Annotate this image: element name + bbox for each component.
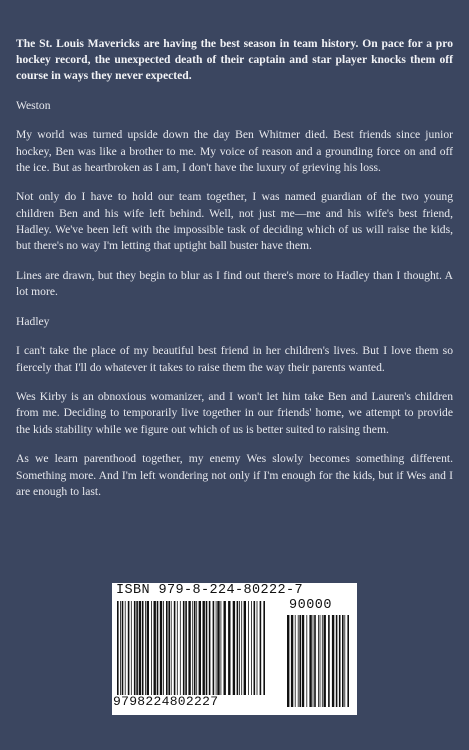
- barcode-bar: [163, 601, 164, 695]
- barcode-bar: [142, 601, 144, 695]
- barcode-bar: [151, 601, 152, 695]
- barcode-bar: [188, 601, 190, 695]
- barcode-bar: [185, 601, 187, 695]
- barcode-bar: [154, 601, 156, 695]
- barcode-bar: [224, 601, 226, 695]
- barcode-bar: [128, 601, 130, 695]
- blurb-paragraph: Wes Kirby is an obnoxious womanizer, and I won't let him take Ben and Lauren's children from me. Deciding to temporarily live together in our friends' home, we attempt to provide the kids stability while we figure out which of us is better suited to raising them.: [16, 390, 453, 436]
- barcode-bar: [216, 601, 217, 695]
- barcode-bar: [251, 601, 252, 695]
- barcode-bar: [166, 601, 168, 695]
- barcode-bar: [174, 601, 176, 695]
- barcode-bar: [171, 601, 172, 695]
- addon-barcode-bars: [286, 615, 349, 707]
- barcode-bar: [117, 601, 119, 695]
- barcode-bar: [237, 601, 239, 695]
- barcode-bar: [177, 601, 178, 695]
- barcode-bar: [157, 601, 159, 695]
- barcode-bar: [168, 601, 170, 695]
- barcode-bar: [248, 601, 249, 695]
- barcode-bar: [314, 615, 316, 707]
- barcode-bar: [320, 615, 321, 707]
- barcode-bar: [192, 601, 193, 695]
- barcode-bar: [206, 601, 208, 695]
- barcode-bar: [233, 601, 235, 695]
- barcode-bar: [122, 601, 124, 695]
- barcode-bar: [342, 615, 344, 707]
- barcode-bar: [254, 601, 256, 695]
- barcode-bar: [322, 615, 323, 707]
- barcode-bar: [287, 615, 289, 707]
- barcode-bar: [183, 601, 185, 695]
- barcode-bar: [299, 615, 301, 707]
- barcode-bar: [257, 601, 258, 695]
- barcode-bar: [318, 615, 319, 707]
- barcode-bar: [263, 601, 265, 695]
- barcode-bar: [241, 601, 242, 695]
- barcode-bar: [260, 601, 262, 695]
- barcode-bar: [131, 601, 132, 695]
- barcode-bar: [302, 615, 304, 707]
- barcode-bar: [298, 615, 299, 707]
- blurb-paragraph: I can't take the place of my beautiful best friend in her children's lives. But I love them so fiercely that I'll do whatever it takes to raise them the way their parents wanted.: [16, 344, 453, 374]
- barcode-bar: [344, 615, 345, 707]
- barcode-bar: [295, 615, 296, 707]
- ean-barcode-bars: [116, 601, 266, 695]
- isbn-label: ISBN 979-8-224-80222-7: [116, 583, 304, 598]
- barcode-bar: [291, 615, 293, 707]
- addon-digits: 90000: [289, 598, 333, 613]
- barcode-bar: [336, 615, 338, 707]
- barcode-bar: [145, 601, 146, 695]
- barcode-bar: [199, 601, 201, 695]
- barcode-bar: [120, 601, 121, 695]
- barcode-bar: [339, 615, 341, 707]
- blurb-lead: The St. Louis Mavericks are having the best season in team history. On pace for a pro hockey record, the unexpected death of their captain and star player knocks them off course in ways they never expected.: [16, 37, 453, 83]
- barcode-bar: [221, 601, 222, 695]
- barcode-bar: [134, 601, 136, 695]
- barcode-bar: [196, 601, 197, 695]
- barcode-bar: [332, 615, 334, 707]
- blurb-paragraph: As we learn parenthood together, my enemy Wes slowly becomes something different. Something more. And I'm left wondering not only if I'm enough for the kids, but if Wes and I are enough to last.: [16, 452, 453, 498]
- barcode-bar: [306, 615, 307, 707]
- back-cover-blurb: [16, 36, 453, 513]
- barcode-bar: [147, 601, 149, 695]
- pov-name-weston: Weston: [16, 98, 51, 112]
- barcode-bar: [328, 615, 330, 707]
- barcode-bar: [213, 601, 215, 695]
- barcode-bar: [160, 601, 162, 695]
- barcode-bar: [347, 615, 349, 707]
- blurb-paragraph: Not only do I have to hold our team together, I was named guardian of the two young children Ben and his wife left behind. Well, not just me—me and his wife's best friend, Hadley. We've been left with the impossible task of deciding which of us will raise the kids, but there's no way I'm letting that uptight ball buster have them.: [16, 190, 453, 253]
- barcode-bar: [244, 601, 246, 695]
- barcode-bar: [136, 601, 138, 695]
- pov-name-hadley: Hadley: [16, 314, 50, 328]
- isbn-barcode: [112, 583, 357, 715]
- barcode-bar: [194, 601, 196, 695]
- barcode-bar: [203, 601, 205, 695]
- barcode-bar: [228, 601, 230, 695]
- barcode-bar: [309, 615, 311, 707]
- barcode-bar: [217, 601, 219, 695]
- barcode-bar: [324, 615, 326, 707]
- barcode-bar: [139, 601, 141, 695]
- blurb-paragraph: Lines are drawn, but they begin to blur as I find out there's more to Hadley than I thought. A lot more.: [16, 268, 453, 298]
- barcode-bar: [209, 601, 211, 695]
- barcode-bar: [180, 601, 181, 695]
- barcode-bar: [239, 601, 240, 695]
- barcode-bar: [313, 615, 314, 707]
- barcode-bar: [125, 601, 126, 695]
- blurb-paragraph: My world was turned upside down the day Ben Whitmer died. Best friends since junior hockey, Ben was like a brother to me. My voice of reason and a grounding force on and off the ice. But as heartbroken as I am, I don't have the luxury of grieving his loss.: [16, 128, 453, 174]
- ean-digits: 9798224802227: [113, 694, 219, 709]
